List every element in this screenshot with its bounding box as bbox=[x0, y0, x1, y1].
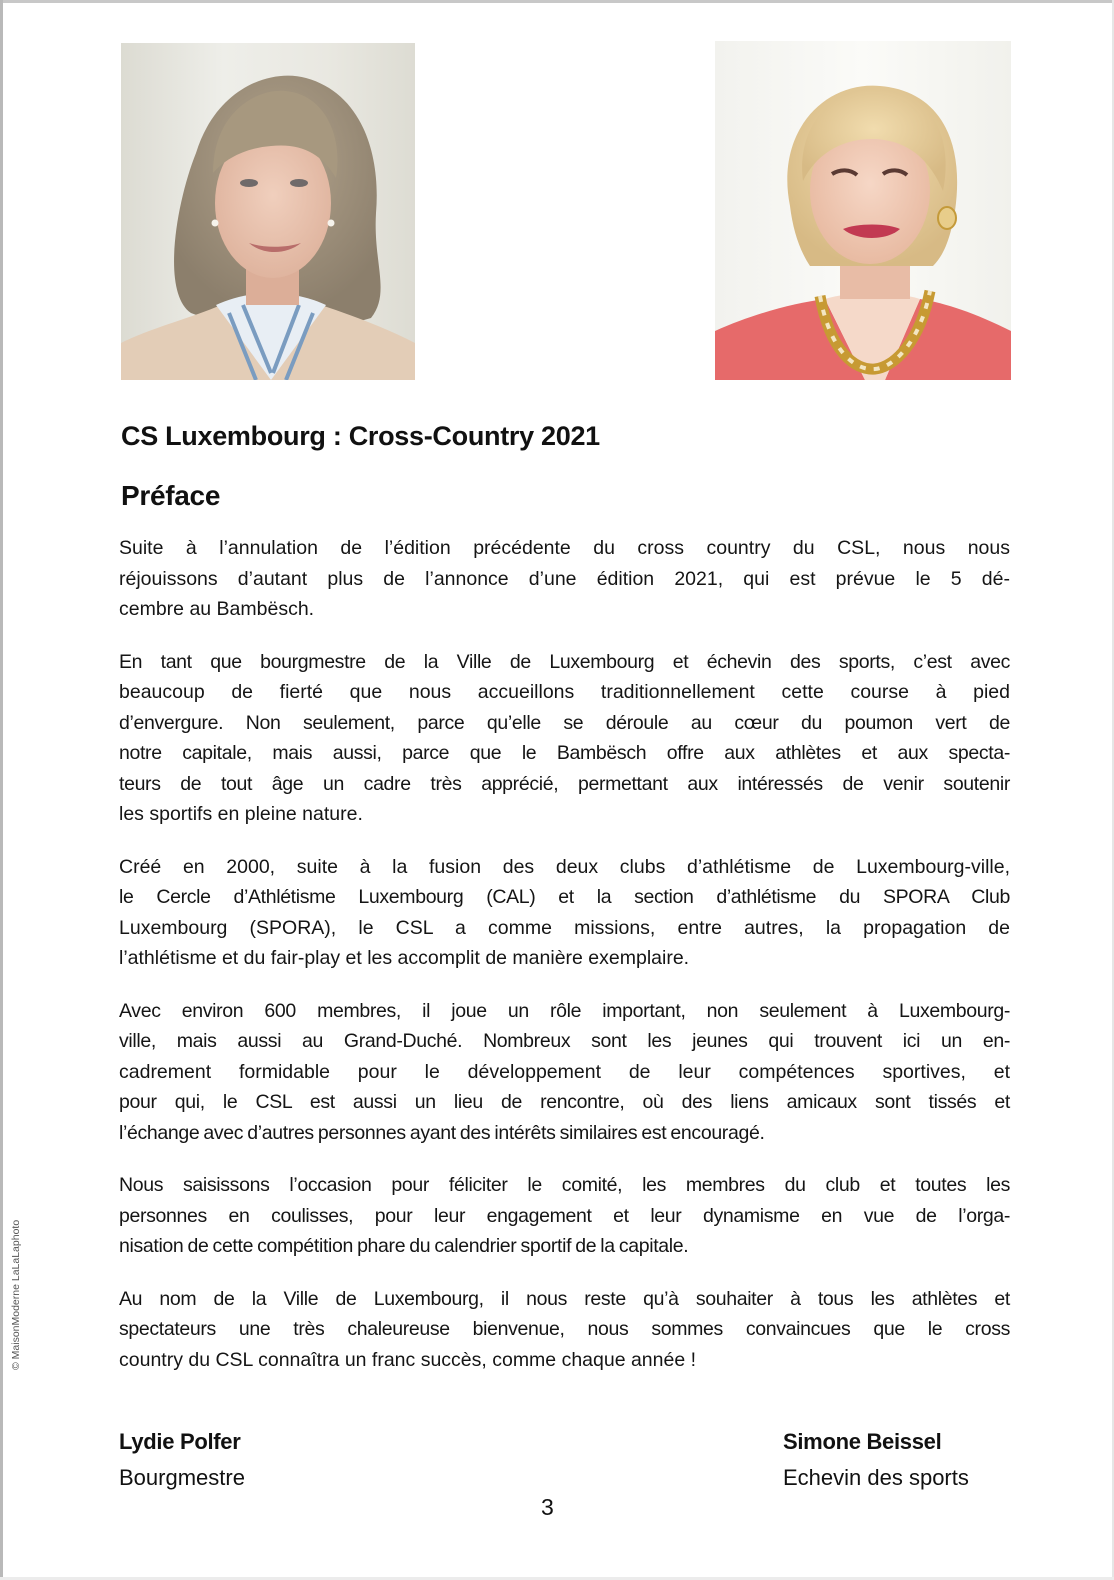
text-line: Luxembourg (SPORA), le CSL a comme missions, entre autres, la propagation de bbox=[119, 916, 1010, 939]
signatory-name: Lydie Polfer bbox=[119, 1429, 241, 1454]
document-title: CS Luxembourg : Cross-Country 2021 bbox=[121, 421, 600, 451]
text-line: country du CSL connaîtra un franc succès, comme chaque année ! bbox=[119, 1348, 697, 1371]
text-line: ville, mais aussi au Grand-Duché. Nombreux sont les jeunes qui trouvent ici un en- bbox=[119, 1030, 1010, 1052]
text-line: les sportifs en pleine nature. bbox=[119, 803, 363, 825]
text-line: l’athlétisme et du fair-play et les accomplit de manière exemplaire. bbox=[119, 947, 690, 969]
portrait-image-icon bbox=[121, 43, 415, 380]
paragraph-1 bbox=[119, 533, 1010, 625]
signatory-name: Simone Beissel bbox=[783, 1429, 942, 1454]
text-line: Créé en 2000, suite à la fusion des deux clubs d’athlétisme de Luxembourg-ville, bbox=[119, 855, 1010, 878]
paragraph-5 bbox=[119, 1170, 1010, 1262]
portrait-photo-simone-beissel bbox=[715, 41, 1011, 380]
text-line: d’envergure. Non seulement, parce qu’elle se déroule au cœur du poumon vert de bbox=[119, 711, 1010, 734]
signature-simone-beissel bbox=[783, 1427, 969, 1495]
signatory-role: Bourgmestre bbox=[119, 1465, 245, 1490]
paragraph-3 bbox=[119, 852, 1010, 974]
text-line: réjouissons d’autant plus de l’annonce d’une édition 2021, qui est prévue le 5 dé- bbox=[119, 567, 1010, 590]
photo-credit bbox=[0, 1150, 20, 1370]
signatory-role: Echevin des sports bbox=[783, 1465, 969, 1490]
text-line: beaucoup de fierté que nous accueillons traditionnellement cette course à pied bbox=[119, 681, 1010, 703]
page-border-top bbox=[0, 0, 1114, 3]
text-line: cembre au Bambësch. bbox=[119, 598, 315, 620]
section-heading-preface: Préface bbox=[121, 480, 221, 511]
text-line: Nous saisissons l’occasion pour féliciter le comité, les membres du club et toutes les bbox=[119, 1174, 1010, 1196]
signature-lydie-polfer bbox=[119, 1427, 245, 1495]
text-line: Avec environ 600 membres, il joue un rôle important, non seulement à Luxembourg- bbox=[119, 999, 1010, 1022]
portrait-image-icon bbox=[715, 41, 1011, 380]
text-line: nisation de cette compétition phare du calendrier sportif de la capitale. bbox=[119, 1235, 689, 1257]
photo-credit-text: © MaisonModerne LaLaLaphoto bbox=[10, 1219, 22, 1370]
portrait-photo-lydie-polfer bbox=[121, 43, 415, 380]
text-line: notre capitale, mais aussi, parce que le Bambësch offre aux athlètes et aux specta- bbox=[119, 742, 1010, 764]
preface-body bbox=[119, 533, 1010, 1397]
paragraph-4 bbox=[119, 996, 1010, 1149]
paragraph-2 bbox=[119, 647, 1010, 830]
text-line: personnes en coulisses, pour leur engagement et leur dynamisme en vue de l’orga- bbox=[119, 1204, 1010, 1227]
text-line: Suite à l’annulation de l’édition précédente du cross country du CSL, nous nous bbox=[119, 537, 1010, 559]
text-line: le Cercle d’Athlétisme Luxembourg (CAL) et la section d’athlétisme du SPORA Club bbox=[119, 886, 1010, 908]
page-number: 3 bbox=[541, 1494, 554, 1520]
text-line: En tant que bourgmestre de la Ville de Luxembourg et échevin des sports, c’est avec bbox=[119, 650, 1010, 673]
text-line: Au nom de la Ville de Luxembourg, il nous reste qu’à souhaiter à tous les athlètes et bbox=[119, 1287, 1010, 1310]
paragraph-6 bbox=[119, 1284, 1010, 1376]
text-line: l’échange avec d’autres personnes ayant des intérêts similaires est encouragé. bbox=[119, 1121, 765, 1144]
text-line: teurs de tout âge un cadre très apprécié, permettant aux intéressés de venir soutenir bbox=[119, 772, 1010, 795]
text-line: pour qui, le CSL est aussi un lieu de rencontre, où des liens amicaux sont tissés et bbox=[119, 1091, 1010, 1113]
text-line: spectateurs une très chaleureuse bienvenue, nous sommes convaincues que le cross bbox=[119, 1318, 1010, 1340]
text-line: cadrement formidable pour le développement de leur compétences sportives, et bbox=[119, 1060, 1010, 1083]
